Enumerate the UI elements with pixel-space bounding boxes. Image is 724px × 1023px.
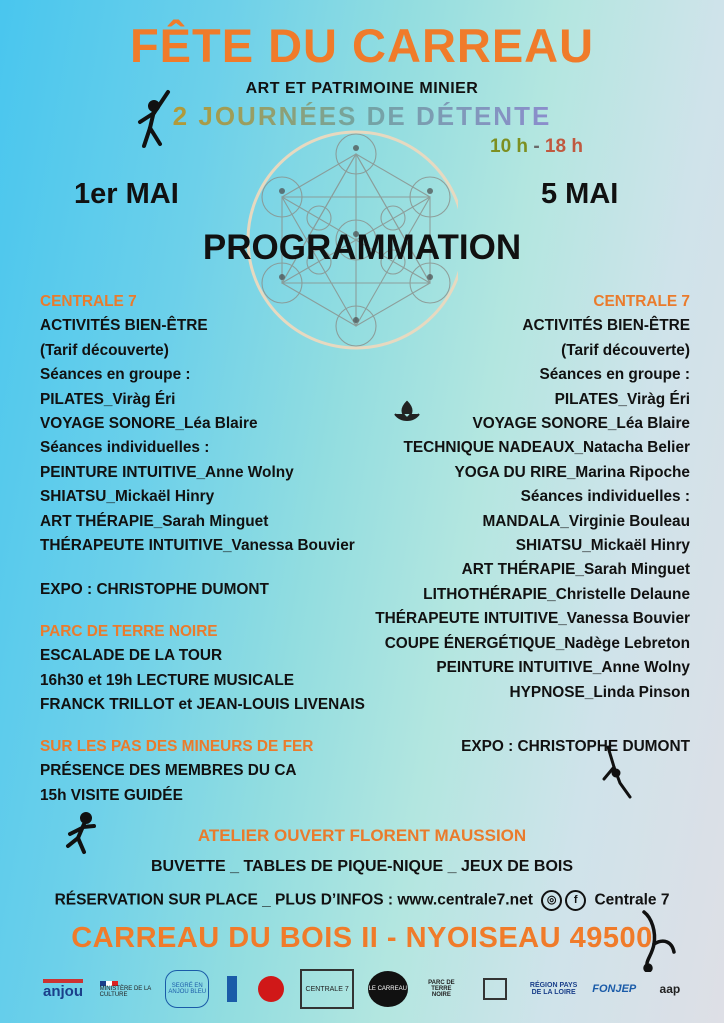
faap-logo: aap	[659, 982, 681, 996]
program-line: PEINTURE INTUITIVE_Anne Wolny	[436, 659, 690, 677]
left-program	[40, 290, 355, 558]
atelier-line: ATELIER OUVERT FLORENT MAUSSION	[197, 826, 527, 845]
venue-terre-noire: PARC DE TERRE NOIRE	[40, 623, 218, 640]
expo-left: EXPO : CHRISTOPHE DUMONT	[40, 581, 269, 598]
segre-logo: SEGRÉ EN ANJOU BLEU	[165, 970, 209, 1008]
program-line: ESCALADE DE LA TOUR	[40, 647, 223, 665]
address-footer: CARREAU DU BOIS II - NYOISEAU 49500	[71, 922, 653, 954]
program-line: Séances en groupe :	[40, 366, 191, 384]
program-line: SHIATSU_Mickaël Hinry	[40, 488, 215, 506]
fonjep-logo: FONJEP	[592, 983, 637, 995]
program-line: Séances individuelles :	[40, 439, 210, 457]
program-line: LITHOTHÉRAPIE_Christelle Delaune	[423, 585, 690, 603]
program-line: VOYAGE SONORE_Léa Blaire	[40, 415, 258, 433]
opening-hours	[490, 136, 583, 158]
program-line: FRANCK TRILLOT et JEAN-LOUIS LIVENAIS	[40, 696, 365, 714]
program-line: YOGA DU RIRE_Marina Ripoche	[454, 463, 690, 481]
event-subtitle: ART ET PATRIMOINE MINIER	[245, 80, 479, 97]
program-line: 15h VISITE GUIDÉE	[40, 786, 183, 804]
program-line: ACTIVITÉS BIEN-ÊTRE	[40, 317, 208, 335]
section-title: PROGRAMMATION	[202, 228, 522, 267]
program-line: ART THÉRAPIE_Sarah Minguet	[40, 512, 269, 530]
terre-noire-logo: PARC DE TERRE NOIRE	[428, 980, 455, 998]
program-line: THÉRAPEUTE INTUITIVE_Vanessa Bouvier	[375, 610, 690, 628]
left-mineurs	[40, 735, 313, 808]
program-line: PRÉSENCE DES MEMBRES DU CA	[40, 762, 297, 780]
anjou-logo: anjou	[40, 971, 86, 1007]
venue-centrale7-right: CENTRALE 7	[593, 293, 690, 310]
instagram-icon[interactable]: ◎	[541, 890, 562, 911]
booking-text: RÉSERVATION SUR PLACE _ PLUS D’INFOS : www.centrale7.net	[54, 891, 533, 909]
program-line: 16h30 et 19h LECTURE MUSICALE	[40, 671, 294, 689]
program-line: COUPE ÉNERGÉTIQUE_Nadège Lebreton	[384, 634, 690, 652]
left-park	[40, 620, 365, 718]
program-line: (Tarif découverte)	[40, 341, 169, 359]
le-carreau-logo: LE CARREAU	[368, 971, 408, 1007]
venue-mineurs: SUR LES PAS DES MINEURS DE FER	[40, 738, 314, 755]
program-line: PILATES_Viràg Éri	[554, 390, 690, 408]
hour-separator: -	[533, 136, 540, 157]
right-program	[375, 290, 690, 705]
region-logo: RÉGION PAYS DE LA LOIRE	[529, 982, 578, 996]
social-name: Centrale 7	[594, 891, 670, 909]
venue-centrale7-left: CENTRALE 7	[40, 293, 137, 310]
mine-logo	[475, 971, 515, 1007]
event-title: FÊTE DU CARREAU	[129, 19, 595, 72]
small-flag-logo	[223, 971, 241, 1007]
date-left: 1er MAI	[74, 178, 179, 210]
program-line: PEINTURE INTUITIVE_Anne Wolny	[40, 463, 294, 481]
facebook-icon[interactable]: f	[565, 890, 586, 911]
program-line: ACTIVITÉS BIEN-ÊTRE	[522, 317, 690, 335]
program-line: (Tarif découverte)	[561, 341, 690, 359]
centrale7-logo: CENTRALE 7	[300, 969, 354, 1009]
booking-line	[0, 890, 724, 911]
program-line: THÉRAPEUTE INTUITIVE_Vanessa Bouvier	[40, 537, 355, 555]
event-days: 2 JOURNÉES DE DÉTENTE	[0, 101, 724, 132]
program-line: TECHNIQUE NADEAUX_Natacha Belier	[403, 439, 690, 457]
culture-ministry-logo: MINISTÈRE DE LA CULTURE	[100, 971, 152, 1007]
red-circle-logo	[255, 971, 287, 1007]
sponsor-logos	[40, 967, 690, 1011]
hour-start: 10 h	[490, 136, 529, 157]
program-line: VOYAGE SONORE_Léa Blaire	[472, 415, 690, 433]
hour-end: 18 h	[544, 136, 583, 157]
program-line: HYPNOSE_Linda Pinson	[509, 683, 690, 701]
expo-right: EXPO : CHRISTOPHE DUMONT	[461, 738, 690, 755]
date-right: 5 MAI	[541, 178, 619, 210]
program-line: Séances en groupe :	[539, 366, 690, 384]
program-line: SHIATSU_Mickaël Hinry	[515, 537, 690, 555]
program-line: PILATES_Viràg Éri	[40, 390, 176, 408]
program-line: Séances individuelles :	[520, 488, 690, 506]
amenities-line: BUVETTE _ TABLES DE PIQUE-NIQUE _ JEUX DE BOIS	[151, 858, 573, 875]
social-icons	[541, 890, 586, 911]
program-line: MANDALA_Virginie Bouleau	[482, 512, 690, 530]
program-line: ART THÉRAPIE_Sarah Minguet	[461, 561, 690, 579]
